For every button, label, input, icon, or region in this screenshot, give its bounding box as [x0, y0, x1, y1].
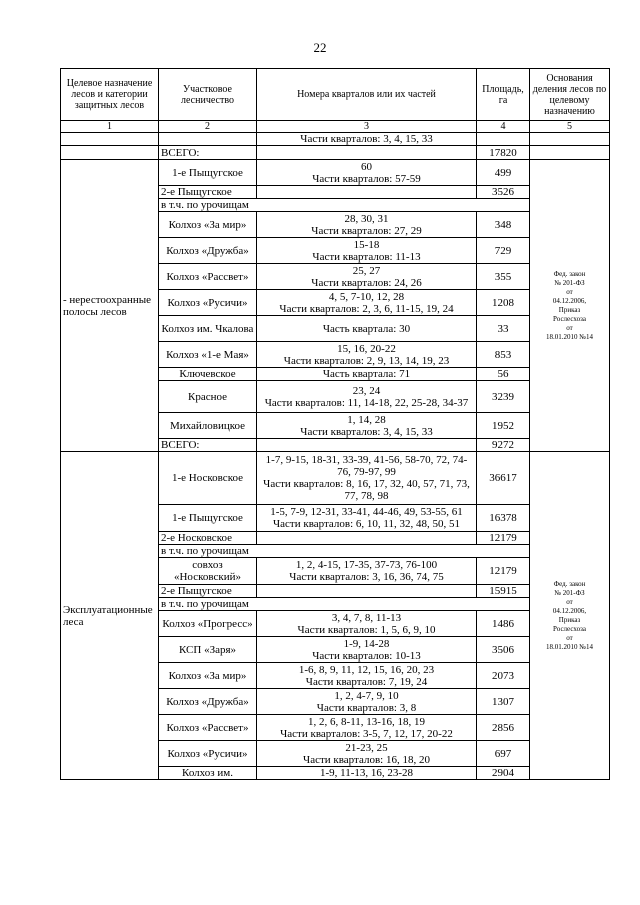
quarters-line: Части кварталов: 11, 14-18, 22, 25-28, 34-37	[264, 396, 469, 409]
quarters-cell	[257, 146, 477, 160]
category-cell: - нерестоохранные полосы лесов	[61, 160, 159, 452]
header-forestry: Участковое лесничество	[159, 69, 257, 121]
area-cell: 355	[477, 264, 530, 290]
quarters-line: 4, 5, 7-10, 12, 28	[328, 290, 405, 303]
quarters-line: 1-7, 9-15, 18-31, 33-39, 41-56, 58-70, 72, 74-76, 79-97, 99	[265, 454, 468, 478]
quarters-line: Части кварталов: 2, 9, 13, 14, 19, 23	[283, 354, 450, 367]
quarters-cell	[257, 558, 477, 585]
quarters-cell	[257, 767, 477, 780]
column-number: 5	[530, 121, 610, 133]
quarters-cell	[257, 611, 477, 637]
forestry-cell: 2-е Пыщугское	[159, 186, 257, 199]
quarters-line: 1, 14, 28	[347, 413, 386, 426]
forestry-cell: Колхоз «Дружба»	[159, 689, 257, 715]
basis-line: от	[566, 287, 573, 296]
quarters-line: 1-9, 14-28	[343, 637, 390, 650]
basis-line: 18.01.2010 №14	[546, 642, 593, 651]
quarters-cell	[257, 452, 477, 505]
quarters-cell	[257, 212, 477, 238]
quarters-line: 1-5, 7-9, 12-31, 33-41, 44-46, 49, 53-55, 61	[270, 506, 463, 518]
quarters-cell	[257, 741, 477, 767]
quarters-cell: Части кварталов: 3, 4, 15, 33	[257, 133, 477, 146]
forest-division-table	[60, 68, 610, 780]
forestry-cell: 2-е Носковское	[159, 532, 257, 545]
basis-line: 04.12.2006,	[552, 606, 587, 615]
basis-line: 18.01.2010 №14	[546, 332, 593, 341]
quarters-line: Части кварталов: 3-5, 7, 12, 17, 20-22	[280, 727, 453, 740]
quarters-cell	[257, 316, 477, 342]
forestry-cell: 1-е Пыщугское	[159, 505, 257, 532]
total-area: 9272	[477, 439, 530, 452]
forestry-cell: Колхоз им.	[159, 767, 257, 780]
basis-line: № 201-ФЗ	[554, 588, 585, 597]
area-cell: 12179	[477, 558, 530, 585]
area-cell: 2856	[477, 715, 530, 741]
quarters-cell	[257, 186, 477, 199]
category-cell	[61, 146, 159, 160]
area-cell: 1486	[477, 611, 530, 637]
table-row	[61, 452, 610, 505]
quarters-line: Часть квартала: 30	[322, 322, 411, 335]
area-cell: 3506	[477, 637, 530, 663]
area-cell: 12179	[477, 532, 530, 545]
quarters-line: Часть квартала: 71	[322, 368, 411, 380]
forestry-cell	[159, 133, 257, 146]
quarters-cell	[257, 381, 477, 413]
quarters-cell	[257, 505, 477, 532]
header-quarters: Номера кварталов или их частей	[257, 69, 477, 121]
forestry-cell: КСП «Заря»	[159, 637, 257, 663]
area-cell: 3526	[477, 186, 530, 199]
area-cell: 56	[477, 368, 530, 381]
forestry-cell: Ключевское	[159, 368, 257, 381]
quarters-cell	[257, 413, 477, 439]
quarters-cell	[257, 689, 477, 715]
forestry-cell: Колхоз «1-е Мая»	[159, 342, 257, 368]
basis-line: Приказ	[558, 305, 581, 314]
forestry-cell: Михайловицкое	[159, 413, 257, 439]
quarters-line: 28, 30, 31	[344, 212, 389, 225]
area-cell: 2073	[477, 663, 530, 689]
basis-line: Приказ	[558, 615, 581, 624]
area-cell: 1208	[477, 290, 530, 316]
area-cell: 499	[477, 160, 530, 186]
area-cell: 16378	[477, 505, 530, 532]
area-cell: 15915	[477, 585, 530, 598]
subhead-label: в т.ч. по урочищам	[159, 545, 530, 558]
area-cell: 348	[477, 212, 530, 238]
page-number: 22	[313, 40, 327, 55]
quarters-line: 15, 16, 20-22	[337, 342, 396, 355]
basis-line: № 201-ФЗ	[554, 278, 585, 287]
subhead-label: в т.ч. по урочищам	[159, 199, 530, 212]
quarters-line: 1, 2, 4-15, 17-35, 37-73, 76-100	[295, 559, 438, 571]
quarters-line: 1-9, 11-13, 16, 23-28	[319, 767, 414, 779]
quarters-line: 15-18	[353, 238, 380, 251]
area-cell	[477, 133, 530, 146]
quarters-line: Части кварталов: 1, 5, 6, 9, 10	[297, 623, 436, 636]
quarters-line: Части кварталов: 8, 16, 17, 32, 40, 57, 71, 73, 77, 78, 98	[263, 478, 470, 502]
forestry-cell: Колхоз «Русичи»	[159, 741, 257, 767]
quarters-cell	[257, 532, 477, 545]
quarters-line: 21-23, 25	[345, 741, 388, 754]
basis-cell	[530, 133, 610, 146]
area-cell: 36617	[477, 452, 530, 505]
area-cell: 697	[477, 741, 530, 767]
forestry-cell: 2-е Пыщугское	[159, 585, 257, 598]
category-cell: Эксплуатационные леса	[61, 452, 159, 780]
quarters-cell	[257, 160, 477, 186]
quarters-line: 3, 4, 7, 8, 11-13	[331, 611, 402, 624]
quarters-line: Части кварталов: 3, 4, 15, 33	[300, 425, 433, 438]
forestry-cell: Колхоз «Прогресс»	[159, 611, 257, 637]
basis-line: Рослесхоза	[553, 314, 586, 323]
column-number: 4	[477, 121, 530, 133]
quarters-line: 1-6, 8, 9, 11, 12, 15, 16, 20, 23	[298, 663, 435, 676]
quarters-line: 60	[361, 160, 372, 173]
quarters-cell	[257, 715, 477, 741]
forestry-cell: Колхоз «Дружба»	[159, 238, 257, 264]
forestry-cell: 1-е Носковское	[159, 452, 257, 505]
basis-cell	[530, 146, 610, 160]
category-cell	[61, 133, 159, 146]
quarters-line: 1, 2, 4-7, 9, 10	[334, 689, 399, 702]
quarters-cell	[257, 342, 477, 368]
quarters-cell	[257, 238, 477, 264]
quarters-cell	[257, 439, 477, 452]
forestry-cell: Колхоз «Рассвет»	[159, 264, 257, 290]
quarters-line: 1, 2, 6, 8-11, 13-16, 18, 19	[308, 715, 425, 728]
forestry-cell: 1-е Пыщугское	[159, 160, 257, 186]
area-cell: 3239	[477, 381, 530, 413]
forestry-cell: Колхоз «Русичи»	[159, 290, 257, 316]
subhead-label: в т.ч. по урочищам	[159, 598, 530, 611]
quarters-line: Части кварталов: 57-59	[312, 172, 421, 185]
quarters-line: Части кварталов: 10-13	[312, 649, 421, 662]
area-cell: 1307	[477, 689, 530, 715]
quarters-cell	[257, 663, 477, 689]
table-row	[61, 146, 610, 160]
quarters-cell	[257, 637, 477, 663]
basis-cell	[530, 160, 610, 452]
quarters-line: 25, 27	[352, 264, 381, 277]
basis-line: от	[566, 597, 573, 606]
quarters-cell	[257, 290, 477, 316]
table-body	[61, 133, 610, 780]
total-label: ВСЕГО:	[159, 439, 257, 452]
forestry-cell: Красное	[159, 381, 257, 413]
quarters-line: Части кварталов: 24, 26	[311, 276, 422, 289]
table-row	[61, 160, 610, 186]
quarters-cell	[257, 368, 477, 381]
area-cell: 853	[477, 342, 530, 368]
header-basis: Основания деления лесов по целевому назначению	[530, 69, 610, 121]
quarters-line: Части кварталов: 3, 16, 36, 74, 75	[289, 571, 444, 583]
forestry-cell: Колхоз «Рассвет»	[159, 715, 257, 741]
quarters-line: Части кварталов: 16, 18, 20	[303, 753, 430, 766]
column-number: 3	[257, 121, 477, 133]
forestry-cell: Колхоз им. Чкалова	[159, 316, 257, 342]
header-purpose: Целевое назначение лесов и категории защитных лесов	[61, 69, 159, 121]
basis-line: Фед. закон	[553, 579, 586, 588]
area-cell: 729	[477, 238, 530, 264]
quarters-line: Части кварталов: 2, 3, 6, 11-15, 19, 24	[279, 302, 454, 315]
forestry-cell: совхоз «Носковский»	[159, 558, 257, 585]
table-row	[61, 133, 610, 146]
header-area: Площадь, га	[477, 69, 530, 121]
basis-line: 04.12.2006,	[552, 296, 587, 305]
quarters-line: 23, 24	[352, 384, 381, 397]
column-number: 1	[61, 121, 159, 133]
basis-line: от	[566, 633, 573, 642]
quarters-line: Части кварталов: 3, 8	[316, 701, 417, 714]
forestry-cell: Колхоз «За мир»	[159, 212, 257, 238]
column-number: 2	[159, 121, 257, 133]
total-area: 17820	[477, 146, 530, 160]
total-label: ВСЕГО:	[159, 146, 257, 160]
basis-cell	[530, 452, 610, 780]
basis-line: Рослесхоза	[553, 624, 586, 633]
quarters-line: Части кварталов: 27, 29	[311, 224, 422, 237]
quarters-line: Части кварталов: 11-13	[312, 250, 421, 263]
quarters-line: Части кварталов: 7, 19, 24	[305, 675, 428, 688]
basis-line: Фед. закон	[553, 269, 586, 278]
quarters-line: Части кварталов: 6, 10, 11, 32, 48, 50, 51	[273, 518, 460, 530]
basis-line: от	[566, 323, 573, 332]
area-cell: 33	[477, 316, 530, 342]
quarters-cell	[257, 264, 477, 290]
area-cell: 1952	[477, 413, 530, 439]
quarters-cell	[257, 585, 477, 598]
area-cell: 2904	[477, 767, 530, 780]
forestry-cell: Колхоз «За мир»	[159, 663, 257, 689]
